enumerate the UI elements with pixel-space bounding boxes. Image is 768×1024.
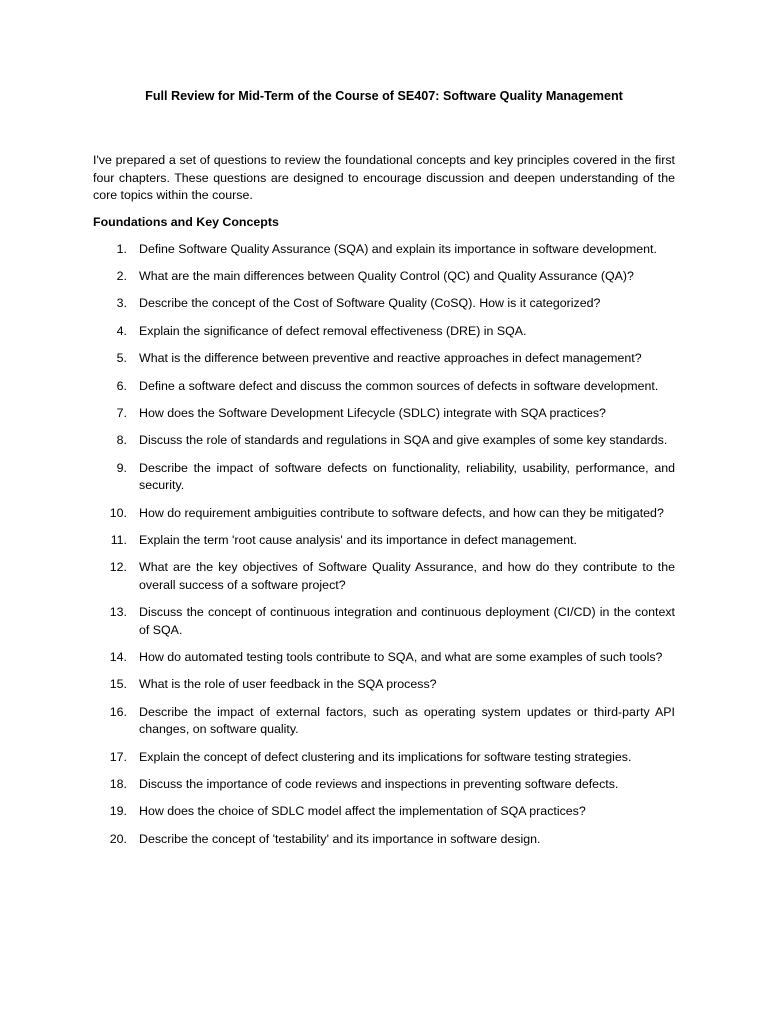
question-number: 5.	[116, 351, 127, 366]
question-text: What is the role of user feedback in the SQA process?	[139, 677, 437, 692]
question-text: How do requirement ambiguities contribute to software defects, and how can they be mitigated?	[139, 505, 664, 520]
question-text: What is the difference between preventive and reactive approaches in defect management?	[139, 351, 642, 366]
question-text: How does the Software Development Lifecycle (SDLC) integrate with SQA practices?	[139, 405, 606, 420]
intro-paragraph: I've prepared a set of questions to review the foundational concepts and key principles covered in the first four chapters. These questions are designed to encourage discussion and deepen understanding of the core topics within the course.	[93, 153, 675, 202]
question-number: 11.	[110, 532, 127, 547]
question-list	[93, 241, 675, 849]
question-item	[93, 749, 675, 766]
question-number: 7.	[116, 405, 127, 420]
question-text: Explain the concept of defect clustering and its implications for software testing strategies.	[139, 749, 632, 764]
section-heading: Foundations and Key Concepts	[93, 214, 279, 229]
question-item	[93, 378, 675, 395]
question-number: 19.	[109, 804, 127, 819]
question-number: 20.	[109, 831, 127, 846]
question-number: 18.	[109, 777, 127, 792]
question-item	[93, 676, 675, 693]
question-item	[93, 432, 675, 449]
question-number: 15.	[109, 677, 127, 692]
question-item	[93, 460, 675, 495]
question-text: Discuss the role of standards and regulations in SQA and give examples of some key standards.	[139, 433, 668, 448]
question-text: Describe the impact of software defects on functionality, reliability, usability, performance, and security.	[139, 460, 675, 493]
question-item	[93, 505, 675, 522]
question-text: Define Software Quality Assurance (SQA) and explain its importance in software development.	[139, 241, 657, 256]
question-item	[93, 268, 675, 285]
question-item	[93, 604, 675, 639]
question-item	[93, 704, 675, 739]
question-text: What are the main differences between Quality Control (QC) and Quality Assurance (QA)?	[139, 268, 634, 283]
question-item	[93, 241, 675, 258]
question-text: Explain the significance of defect removal effectiveness (DRE) in SQA.	[139, 323, 527, 338]
question-number: 9.	[116, 460, 127, 475]
question-text: Describe the concept of 'testability' and its importance in software design.	[139, 831, 541, 846]
question-text: Discuss the concept of continuous integration and continuous deployment (CI/CD) in the context of SQA.	[139, 605, 675, 637]
question-item	[93, 323, 675, 340]
question-item	[93, 649, 675, 666]
question-item	[93, 532, 675, 549]
question-text: Describe the concept of the Cost of Software Quality (CoSQ). How is it categorized?	[139, 296, 601, 311]
question-text: Discuss the importance of code reviews and inspections in preventing software defects.	[139, 777, 619, 792]
question-item	[93, 405, 675, 422]
question-number: 2.	[116, 268, 127, 283]
question-text: Explain the term 'root cause analysis' and its importance in defect management.	[139, 532, 577, 547]
question-number: 12.	[109, 560, 127, 575]
document-page	[93, 88, 675, 858]
question-number: 13.	[109, 605, 127, 620]
question-number: 14.	[109, 650, 127, 664]
question-text: Describe the impact of external factors, such as operating system updates or third-party API changes, on software quality.	[139, 704, 675, 737]
question-number: 6.	[116, 378, 127, 393]
question-item	[93, 803, 675, 820]
question-text: Define a software defect and discuss the common sources of defects in software development.	[139, 378, 659, 393]
question-text: How does the choice of SDLC model affect the implementation of SQA practices?	[139, 804, 586, 819]
question-number: 8.	[116, 433, 127, 448]
question-item	[93, 559, 675, 594]
question-number: 4.	[116, 323, 127, 338]
question-number: 10.	[109, 505, 127, 520]
question-number: 17.	[109, 749, 127, 764]
question-item	[93, 295, 675, 312]
question-number: 16.	[109, 704, 127, 719]
question-number: 3.	[116, 296, 127, 311]
question-item	[93, 776, 675, 793]
question-number: 1.	[116, 241, 127, 256]
question-text: How do automated testing tools contribute to SQA, and what are some examples of such tools?	[139, 650, 663, 664]
question-text: What are the key objectives of Software Quality Assurance, and how do they contribute to the overall success of a software project?	[139, 560, 675, 592]
document-title: Full Review for Mid-Term of the Course of SE407: Software Quality Management	[145, 89, 623, 103]
question-item	[93, 831, 675, 848]
question-item	[93, 350, 675, 367]
